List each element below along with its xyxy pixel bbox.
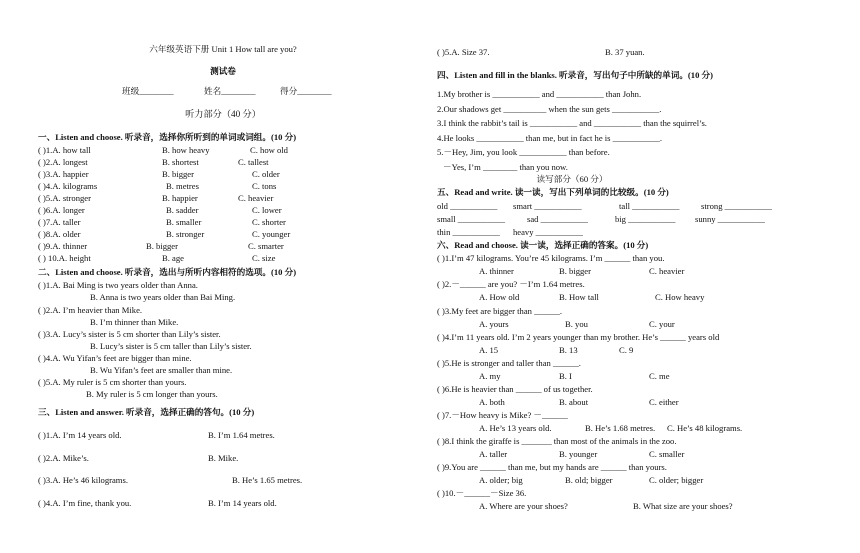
listening-section-title: 听力部分（40 分） bbox=[185, 109, 261, 119]
question-option-b: B. I’m thinner than Mike. bbox=[90, 317, 179, 327]
question-stem: ( )3.My feet are bigger than ______. bbox=[437, 306, 563, 316]
word-blank: sunny ___________ bbox=[695, 214, 765, 224]
option-c: C. tons bbox=[252, 181, 277, 191]
word-blank: tall ___________ bbox=[619, 201, 680, 211]
question-option-b: B. Wu Yifan’s feet are smaller than mine. bbox=[90, 365, 233, 375]
question-row: ( )4.A. kilograms bbox=[38, 181, 98, 191]
option-b: B. I bbox=[559, 371, 572, 381]
question-row: ( )2.A. longest bbox=[38, 157, 88, 167]
option-c: C. He’s 48 kilograms. bbox=[667, 423, 743, 433]
score-field-label: 得分________ bbox=[280, 86, 332, 96]
question-row: ( )3.A. happier bbox=[38, 169, 89, 179]
question-option-b: B. Anna is two years older than Bai Ming. bbox=[90, 292, 236, 302]
option-a: A. How old bbox=[479, 292, 520, 302]
fill-blank-line: 5.－Hey, Jim, you look ___________ than before. bbox=[437, 147, 610, 157]
option-a: A. yours bbox=[479, 319, 509, 329]
answer-option-b: B. He’s 1.65 metres. bbox=[232, 475, 303, 485]
answer-option-b: B. 37 yuan. bbox=[605, 47, 645, 57]
question-row: ( )8.A. older bbox=[38, 229, 81, 239]
answer-option-b: B. I’m 1.64 metres. bbox=[208, 430, 275, 440]
option-c: C. shorter bbox=[252, 217, 286, 227]
option-a: A. taller bbox=[479, 449, 508, 459]
option-b: B. stronger bbox=[166, 229, 205, 239]
option-c: C. how old bbox=[250, 145, 288, 155]
question-option-a: ( )2.A. I’m heavier than Mike. bbox=[38, 305, 143, 315]
fill-blank-line: 2.Our shadows get __________ when the sun gets ___________. bbox=[437, 104, 662, 114]
option-b: B. younger bbox=[559, 449, 598, 459]
question-option-a: ( )4.A. Wu Yifan’s feet are bigger than mine. bbox=[38, 353, 192, 363]
section-1-title: 一、Listen and choose. 听录音，选择你所听到的单词或词组。(10 分) bbox=[38, 132, 297, 142]
question-row: ( )9.A. thinner bbox=[38, 241, 88, 251]
option-c: C. 9 bbox=[619, 345, 634, 355]
fill-blank-line: 4.He looks ___________ than me, but in fact he is ___________. bbox=[437, 133, 663, 143]
word-blank: thin ___________ bbox=[437, 227, 500, 237]
question-stem: ( )1.I’m 47 kilograms. You’re 45 kilograms. I’m ______ than you. bbox=[437, 253, 665, 263]
answer-option-a: ( )2.A. Mike’s. bbox=[38, 453, 89, 463]
answer-option-a: ( )1.A. I’m 14 years old. bbox=[38, 430, 122, 440]
option-c: C. heavier bbox=[238, 193, 274, 203]
question-stem: ( )7.－How heavy is Mike? －______ bbox=[437, 410, 568, 420]
option-a: A. older; big bbox=[479, 475, 523, 485]
fill-blank-line: －Yes, I’m ________ than you now. bbox=[443, 162, 568, 172]
option-a: A. Where are your shoes? bbox=[479, 501, 568, 511]
option-c: C. smarter bbox=[248, 241, 284, 251]
name-field-label: 姓名________ bbox=[204, 86, 256, 96]
section-3-title: 三、Listen and answer. 听录音，选择正确的答句。(10 分) bbox=[38, 407, 255, 417]
section-5-title: 五、Read and write. 读一读，写出下列单词的比较级。(10 分) bbox=[437, 187, 669, 197]
option-c: C. tallest bbox=[238, 157, 269, 167]
answer-option-b: B. Mike. bbox=[208, 453, 239, 463]
option-b: B. bigger bbox=[146, 241, 178, 251]
question-option-a: ( )5.A. My ruler is 5 cm shorter than yours. bbox=[38, 377, 187, 387]
option-a: A. thinner bbox=[479, 266, 514, 276]
option-c: C. smaller bbox=[649, 449, 685, 459]
option-b: B. old; bigger bbox=[565, 475, 613, 485]
word-blank: big ___________ bbox=[615, 214, 676, 224]
section-6-title: 六、Read and choose. 读一读，选择正确的答案。(10 分) bbox=[437, 240, 649, 250]
question-option-b: B. My ruler is 5 cm longer than yours. bbox=[86, 389, 218, 399]
option-b: B. bigger bbox=[162, 169, 194, 179]
question-row: ( )7.A. taller bbox=[38, 217, 81, 227]
option-b: B. shortest bbox=[162, 157, 199, 167]
question-stem: ( )8.I think the giraffe is _______ than most of the animals in the zoo. bbox=[437, 436, 677, 446]
option-b: B. how heavy bbox=[162, 145, 210, 155]
question-stem: ( )4.I’m 11 years old. I’m 2 years younger than my brother. He’s ______ years old bbox=[437, 332, 720, 342]
option-b: B. He’s 1.68 metres. bbox=[585, 423, 656, 433]
page-subtitle: 测试卷 bbox=[210, 66, 236, 76]
option-c: C. lower bbox=[252, 205, 282, 215]
option-b: B. age bbox=[162, 253, 184, 263]
question-option-b: B. Lucy’s sister is 5 cm taller than Lily’s sister. bbox=[90, 341, 252, 351]
question-stem: ( )10.－______－Size 36. bbox=[437, 488, 527, 498]
option-c: C. older bbox=[252, 169, 280, 179]
option-c: C. your bbox=[649, 319, 675, 329]
question-row: ( ) 10.A. height bbox=[38, 253, 91, 263]
option-c: C. either bbox=[649, 397, 679, 407]
option-b: B. 13 bbox=[559, 345, 578, 355]
question-option-a: ( )1.A. Bai Ming is two years older than Anna. bbox=[38, 280, 198, 290]
option-b: B. How tall bbox=[559, 292, 599, 302]
question-stem: ( )9.You are ______ than me, but my hands are ______ than yours. bbox=[437, 462, 667, 472]
option-a: A. my bbox=[479, 371, 501, 381]
option-c: C. heavier bbox=[649, 266, 685, 276]
page-title: 六年级英语下册 Unit 1 How tall are you? bbox=[149, 44, 297, 54]
question-option-a: ( )3.A. Lucy’s sister is 5 cm shorter than Lily’s sister. bbox=[38, 329, 221, 339]
option-c: C. younger bbox=[252, 229, 291, 239]
option-a: A. both bbox=[479, 397, 505, 407]
answer-option-b: B. I’m 14 years old. bbox=[208, 498, 277, 508]
writing-section-title: 读写部分（60 分） bbox=[536, 174, 608, 184]
word-blank: heavy ___________ bbox=[513, 227, 583, 237]
word-blank: strong ___________ bbox=[701, 201, 772, 211]
question-stem: ( )5.He is stronger and taller than ______. bbox=[437, 358, 581, 368]
word-blank: smart ___________ bbox=[513, 201, 582, 211]
option-b: B. sadder bbox=[166, 205, 199, 215]
word-blank: small ___________ bbox=[437, 214, 506, 224]
answer-option-a: ( )4.A. I’m fine, thank you. bbox=[38, 498, 132, 508]
fill-blank-line: 1.My brother is ___________ and ___________ than John. bbox=[437, 89, 642, 99]
option-b: B. What size are your shoes? bbox=[633, 501, 733, 511]
option-b: B. bigger bbox=[559, 266, 591, 276]
question-stem: ( )6.He is heavier than ______ of us together. bbox=[437, 384, 593, 394]
question-row: ( )5.A. stronger bbox=[38, 193, 91, 203]
section-2-title: 二、Listen and choose. 听录音，选出与所听内容相符的选项。(10 分) bbox=[38, 267, 297, 277]
option-c: C. older; bigger bbox=[649, 475, 704, 485]
fill-blank-line: 3.I think the rabbit’s tail is ___________ and ___________ than the squirrel’s. bbox=[437, 118, 707, 128]
option-c: C. How heavy bbox=[655, 292, 705, 302]
option-b: B. smaller bbox=[166, 217, 202, 227]
option-b: B. you bbox=[565, 319, 588, 329]
word-blank: old ___________ bbox=[437, 201, 498, 211]
question-row: ( )1.A. how tall bbox=[38, 145, 91, 155]
option-a: A. 15 bbox=[479, 345, 499, 355]
section-4-title: 四、Listen and fill in the blanks. 听录音，写出句子中所缺的单词。(10 分) bbox=[437, 70, 713, 80]
option-b: B. metres bbox=[166, 181, 199, 191]
class-field-label: 班级________ bbox=[122, 86, 174, 96]
option-b: B. about bbox=[559, 397, 589, 407]
answer-option-a: ( )3.A. He’s 46 kilograms. bbox=[38, 475, 128, 485]
answer-option-a: ( )5.A. Size 37. bbox=[437, 47, 490, 57]
question-row: ( )6.A. longer bbox=[38, 205, 85, 215]
word-blank: sad ___________ bbox=[527, 214, 588, 224]
option-c: C. size bbox=[252, 253, 276, 263]
question-stem: ( )2.－______ are you? －I’m 1.64 metres. bbox=[437, 279, 585, 289]
option-c: C. me bbox=[649, 371, 670, 381]
option-a: A. He’s 13 years old. bbox=[479, 423, 552, 433]
option-b: B. happier bbox=[162, 193, 198, 203]
